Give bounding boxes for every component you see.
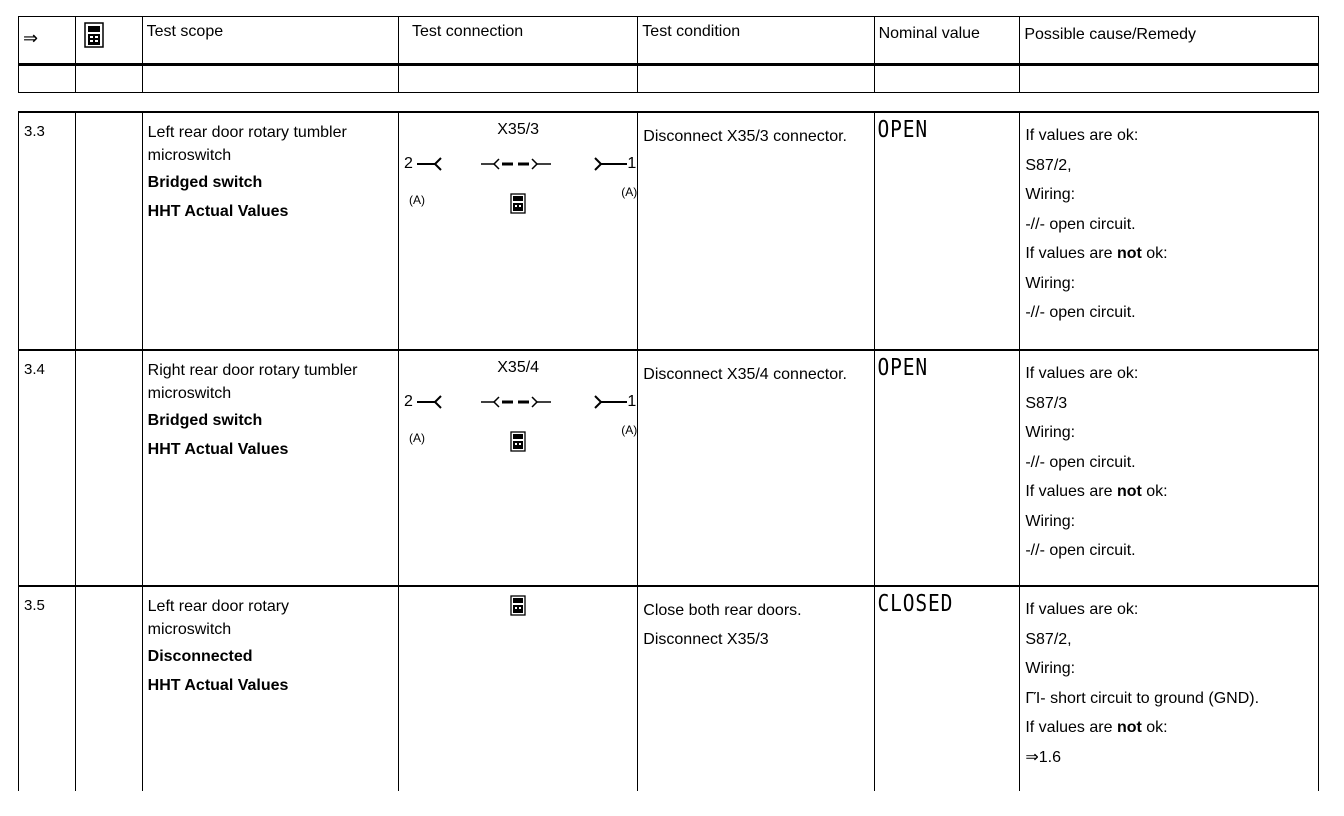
pin-right: 1 xyxy=(627,393,637,410)
arrow-icon: ⇒ xyxy=(23,28,39,48)
remedy: If values are ok: S87/3 Wiring: -//- open circuit. If values are not ok: Wiring: -//- open circuit. xyxy=(1025,365,1168,559)
table-row xyxy=(19,586,1319,791)
connector-label: X35/3 xyxy=(497,121,540,138)
test-scope: Left rear door rotary tumbler microswitch Bridged switch HHT Actual Values xyxy=(147,124,347,220)
nominal-value: OPEN xyxy=(877,355,928,381)
pin-note-right: (A) xyxy=(621,185,638,199)
header-remedy: Possible cause/Remedy xyxy=(1024,26,1196,43)
header-device-cell xyxy=(76,17,142,65)
connector-diagram xyxy=(399,113,637,349)
table-row xyxy=(19,112,1319,350)
header-test-condition: Test condition xyxy=(642,23,741,40)
header-test-connection: Test connection xyxy=(412,23,524,40)
test-condition: Close both rear doors. Disconnect X35/3 xyxy=(643,602,802,648)
pin-note-right: (A) xyxy=(621,423,638,437)
pin-note-left: (A) xyxy=(409,193,426,207)
pin-right: 1 xyxy=(627,155,637,172)
connector-diagram xyxy=(399,587,637,791)
header-arrow-cell xyxy=(19,17,76,65)
plug-symbol xyxy=(399,379,637,419)
test-condition: Disconnect X35/4 connector. xyxy=(643,366,847,383)
test-scope: Left rear door rotary microswitch Disconnected HHT Actual Values xyxy=(147,598,290,694)
step-number: 3.3 xyxy=(24,123,45,140)
pin-left: 2 xyxy=(404,155,413,172)
connector-label: X35/4 xyxy=(497,359,540,376)
pin-left: 2 xyxy=(404,393,413,410)
test-scope: Right rear door rotary tumbler microswitch Bridged switch HHT Actual Values xyxy=(147,362,358,458)
header-test-scope: Test scope xyxy=(146,23,224,40)
test-steps-table xyxy=(18,111,1319,791)
remedy: If values are ok: S87/2, Wiring: ΓΊ- short circuit to ground (GND). If values are not ok: ⇒1.6 xyxy=(1025,601,1260,766)
tester-icon xyxy=(84,22,104,48)
tester-icon xyxy=(510,595,526,616)
header-table xyxy=(18,16,1319,93)
tester-icon xyxy=(510,431,526,452)
table-row xyxy=(19,350,1319,586)
tester-icon xyxy=(510,193,526,214)
nominal-value: OPEN xyxy=(877,117,928,143)
test-condition: Disconnect X35/3 connector. xyxy=(643,128,847,145)
plug-symbol xyxy=(399,141,637,181)
connector-diagram xyxy=(399,351,637,585)
remedy: If values are ok: S87/2, Wiring: -//- open circuit. If values are not ok: Wiring: -//- open circuit. xyxy=(1025,127,1168,321)
pin-note-left: (A) xyxy=(409,431,426,445)
step-number: 3.5 xyxy=(24,597,45,614)
nominal-value: CLOSED xyxy=(877,591,953,617)
step-number: 3.4 xyxy=(24,361,45,378)
header-nominal-value: Nominal value xyxy=(878,25,980,42)
